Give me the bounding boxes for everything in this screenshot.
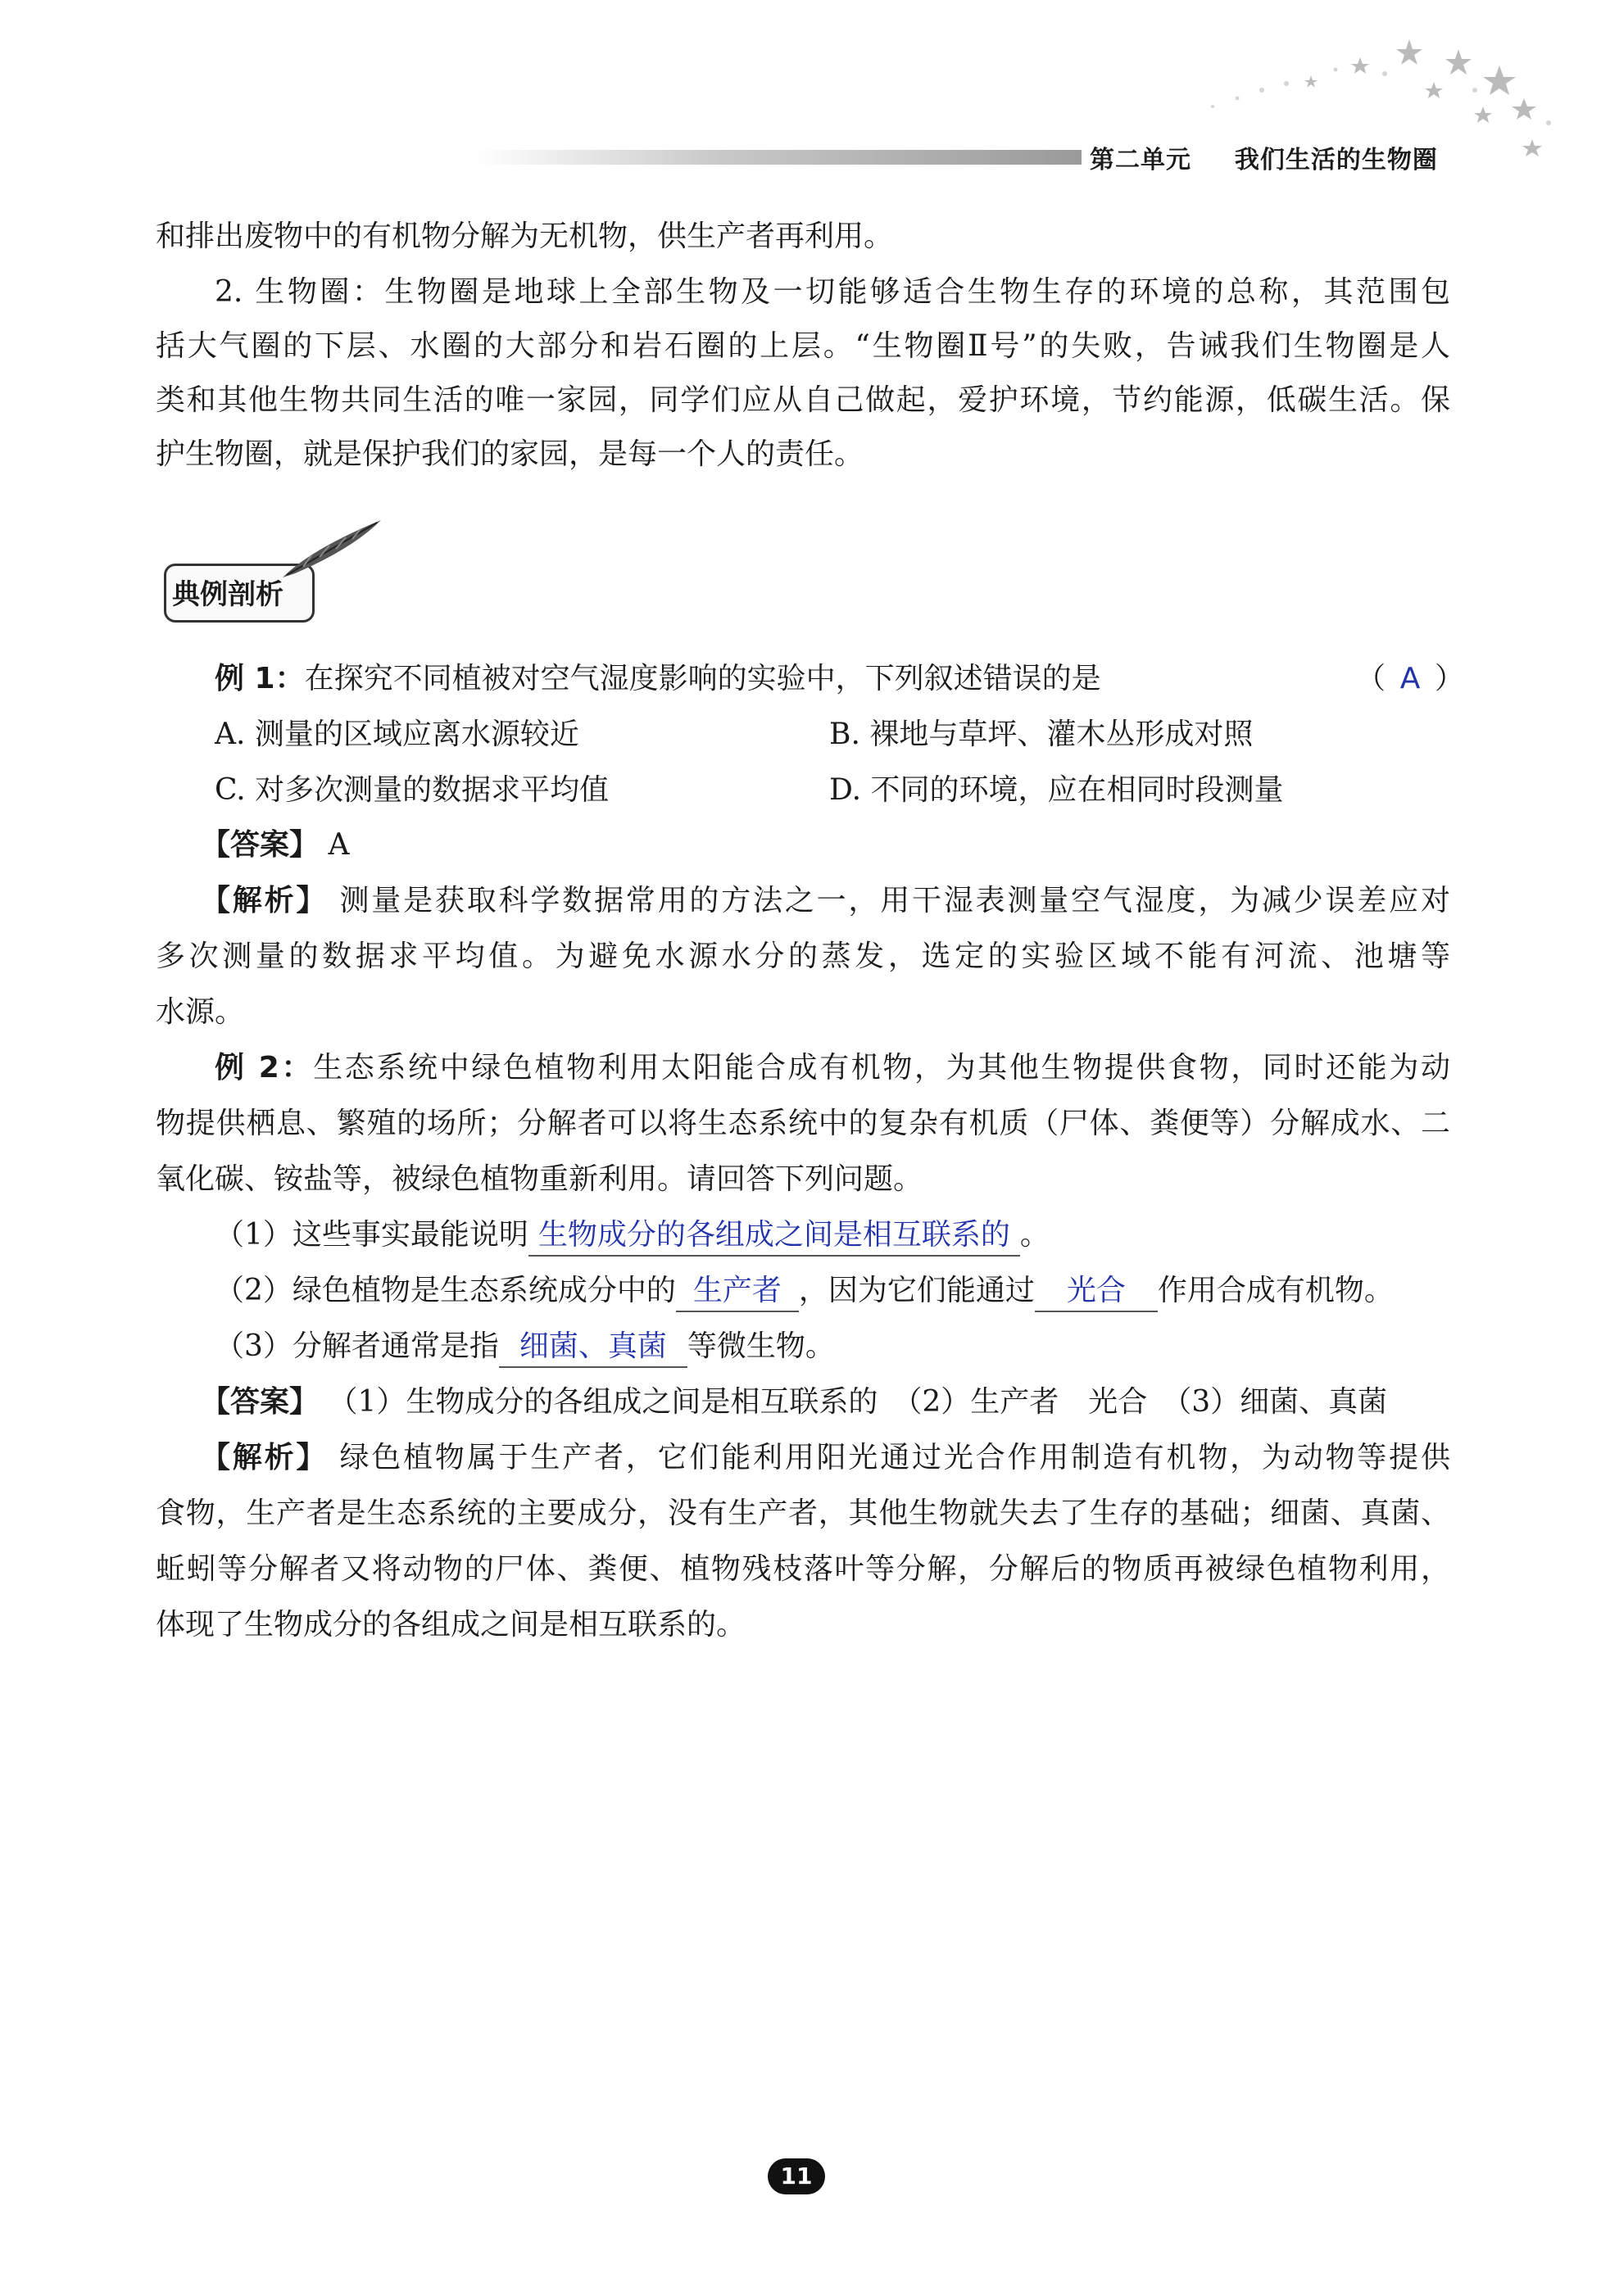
intro-para2-line3: 类和其他生物共同生活的唯一家园，同学们应从自己做起，爱护环境，节约能源，低碳生活。保 [156,383,1450,417]
q2-suffix: 作用合成有机物。 [1157,1274,1394,1307]
answer-value: A [328,828,350,862]
example2-answer [201,1383,1450,1422]
example1-question-text: 在探究不同植被对空气湿度影响的实验中，下列叙述错误的是 [304,662,1101,695]
q2-middle: ，因为它们能通过 [798,1274,1035,1307]
page-number: 11 [768,2158,825,2194]
option-d [829,771,1452,810]
example2-line3: 氧化碳、铵盐等，被绿色植物重新利用。请回答下列问题。 [156,1162,923,1196]
example1-answer-bracket [1356,659,1464,699]
q3-handwritten-answer: 细菌、真菌 [499,1327,687,1368]
answer-value: （1）生物成分的各组成之间是相互联系的 （2）生产者 光合 （3）细菌、真菌 [328,1385,1388,1419]
header-unit: 第二单元 [1090,146,1191,174]
q1-suffix: 。 [1019,1218,1050,1252]
example2-analysis-line3: 蚯蚓等分解者又将动物的尸体、粪便、植物残枝落叶等分解，分解后的物质再被绿色植物利用， [156,1552,1450,1586]
q2-handwritten-answer-2: 光合 [1035,1271,1158,1312]
analysis-text: 绿色植物属于生产者，它们能利用阳光通过光合作用制造有机物，为动物等提供 [339,1441,1450,1474]
option-c [215,771,788,810]
example2-analysis-line2: 食物，生产者是生态系统的主要成分，没有生产者，其他生物就失去了生存的基础；细菌、真菌、 [156,1497,1450,1530]
q1-prefix: （1）这些事实最能说明 [215,1218,528,1252]
example2-line2: 物提供栖息、繁殖的场所；分解者可以将生态系统中的复杂有机质（尸体、粪便等）分解成水、二 [156,1107,1450,1140]
example2-q3 [215,1327,1450,1368]
header-title [1090,139,1438,175]
answer-label: 【答案】 [201,1385,320,1419]
example1-analysis-line1 [201,881,1450,921]
example2-analysis-line1 [201,1438,1450,1478]
intro-line: 和排出废物中的有机物分解为无机物，供生产者再利用。 [156,220,894,253]
paren-close: ） [1435,662,1465,695]
example2-label: 例 2： [215,1051,314,1085]
analysis-text: 测量是获取科学数据常用的方法之一，用干湿表测量空气湿度，为减少误差应对 [339,884,1450,917]
example1-analysis-line3: 水源。 [156,995,245,1029]
option-text: 测量的区域应离水源较近 [254,718,579,751]
option-text: 不同的环境，应在相同时段测量 [870,773,1284,807]
header-bar [475,150,1082,165]
section-heading: 典例剖析 [172,578,283,611]
example1-handwritten-answer: A [1399,662,1421,695]
example2-q2 [215,1271,1450,1312]
option-letter: A. [215,718,246,751]
analysis-label: 【解析】 [201,884,329,917]
answer-label: 【答案】 [201,828,320,862]
example1-label: 例 1： [215,662,305,695]
intro-para2-line4: 护生物圈，就是保护我们的家园，是每一个人的责任。 [156,437,864,471]
example1-answer [201,826,1495,865]
option-text: 对多次测量的数据求平均值 [255,773,610,807]
example2-q1 [215,1216,1450,1257]
option-letter: B. [829,718,860,751]
example2-line1 [215,1048,1450,1088]
header-chapter-title: 我们生活的生物圈 [1234,146,1438,174]
example1-question [215,659,1450,699]
feather-icon [279,516,385,582]
q3-prefix: （3）分解者通常是指 [215,1329,499,1363]
option-letter: D. [829,773,862,807]
example1-analysis-line2: 多次测量的数据求平均值。为避免水源水分的蒸发，选定的实验区域不能有河流、池塘等 [156,940,1450,973]
option-a [215,715,788,754]
example2-text: 生态系统中绿色植物利用太阳能合成有机物，为其他生物提供食物，同时还能为动 [313,1051,1450,1085]
paren-open: （ [1356,662,1386,695]
analysis-label: 【解析】 [201,1441,329,1474]
option-b [829,715,1452,754]
q2-handwritten-answer-1: 生产者 [676,1271,799,1312]
option-letter: C. [215,773,246,807]
option-text: 裸地与草坪、灌木丛形成对照 [869,718,1254,751]
intro-para2-line2: 括大气圈的下层、水圈的大部分和岩石圈的上层。“生物圈Ⅱ号”的失败，告诫我们生物圈是人 [156,329,1450,363]
q1-handwritten-answer: 生物成分的各组成之间是相互联系的 [528,1216,1020,1257]
q3-suffix: 等微生物。 [687,1329,835,1363]
q2-prefix: （2）绿色植物是生态系统成分中的 [215,1274,676,1307]
example2-analysis-line4: 体现了生物成分的各组成之间是相互联系的。 [156,1608,746,1642]
intro-para2-line1: 2. 生物圈：生物圈是地球上全部生物及一切能够适合生物生存的环境的总称，其范围包 [215,275,1450,309]
